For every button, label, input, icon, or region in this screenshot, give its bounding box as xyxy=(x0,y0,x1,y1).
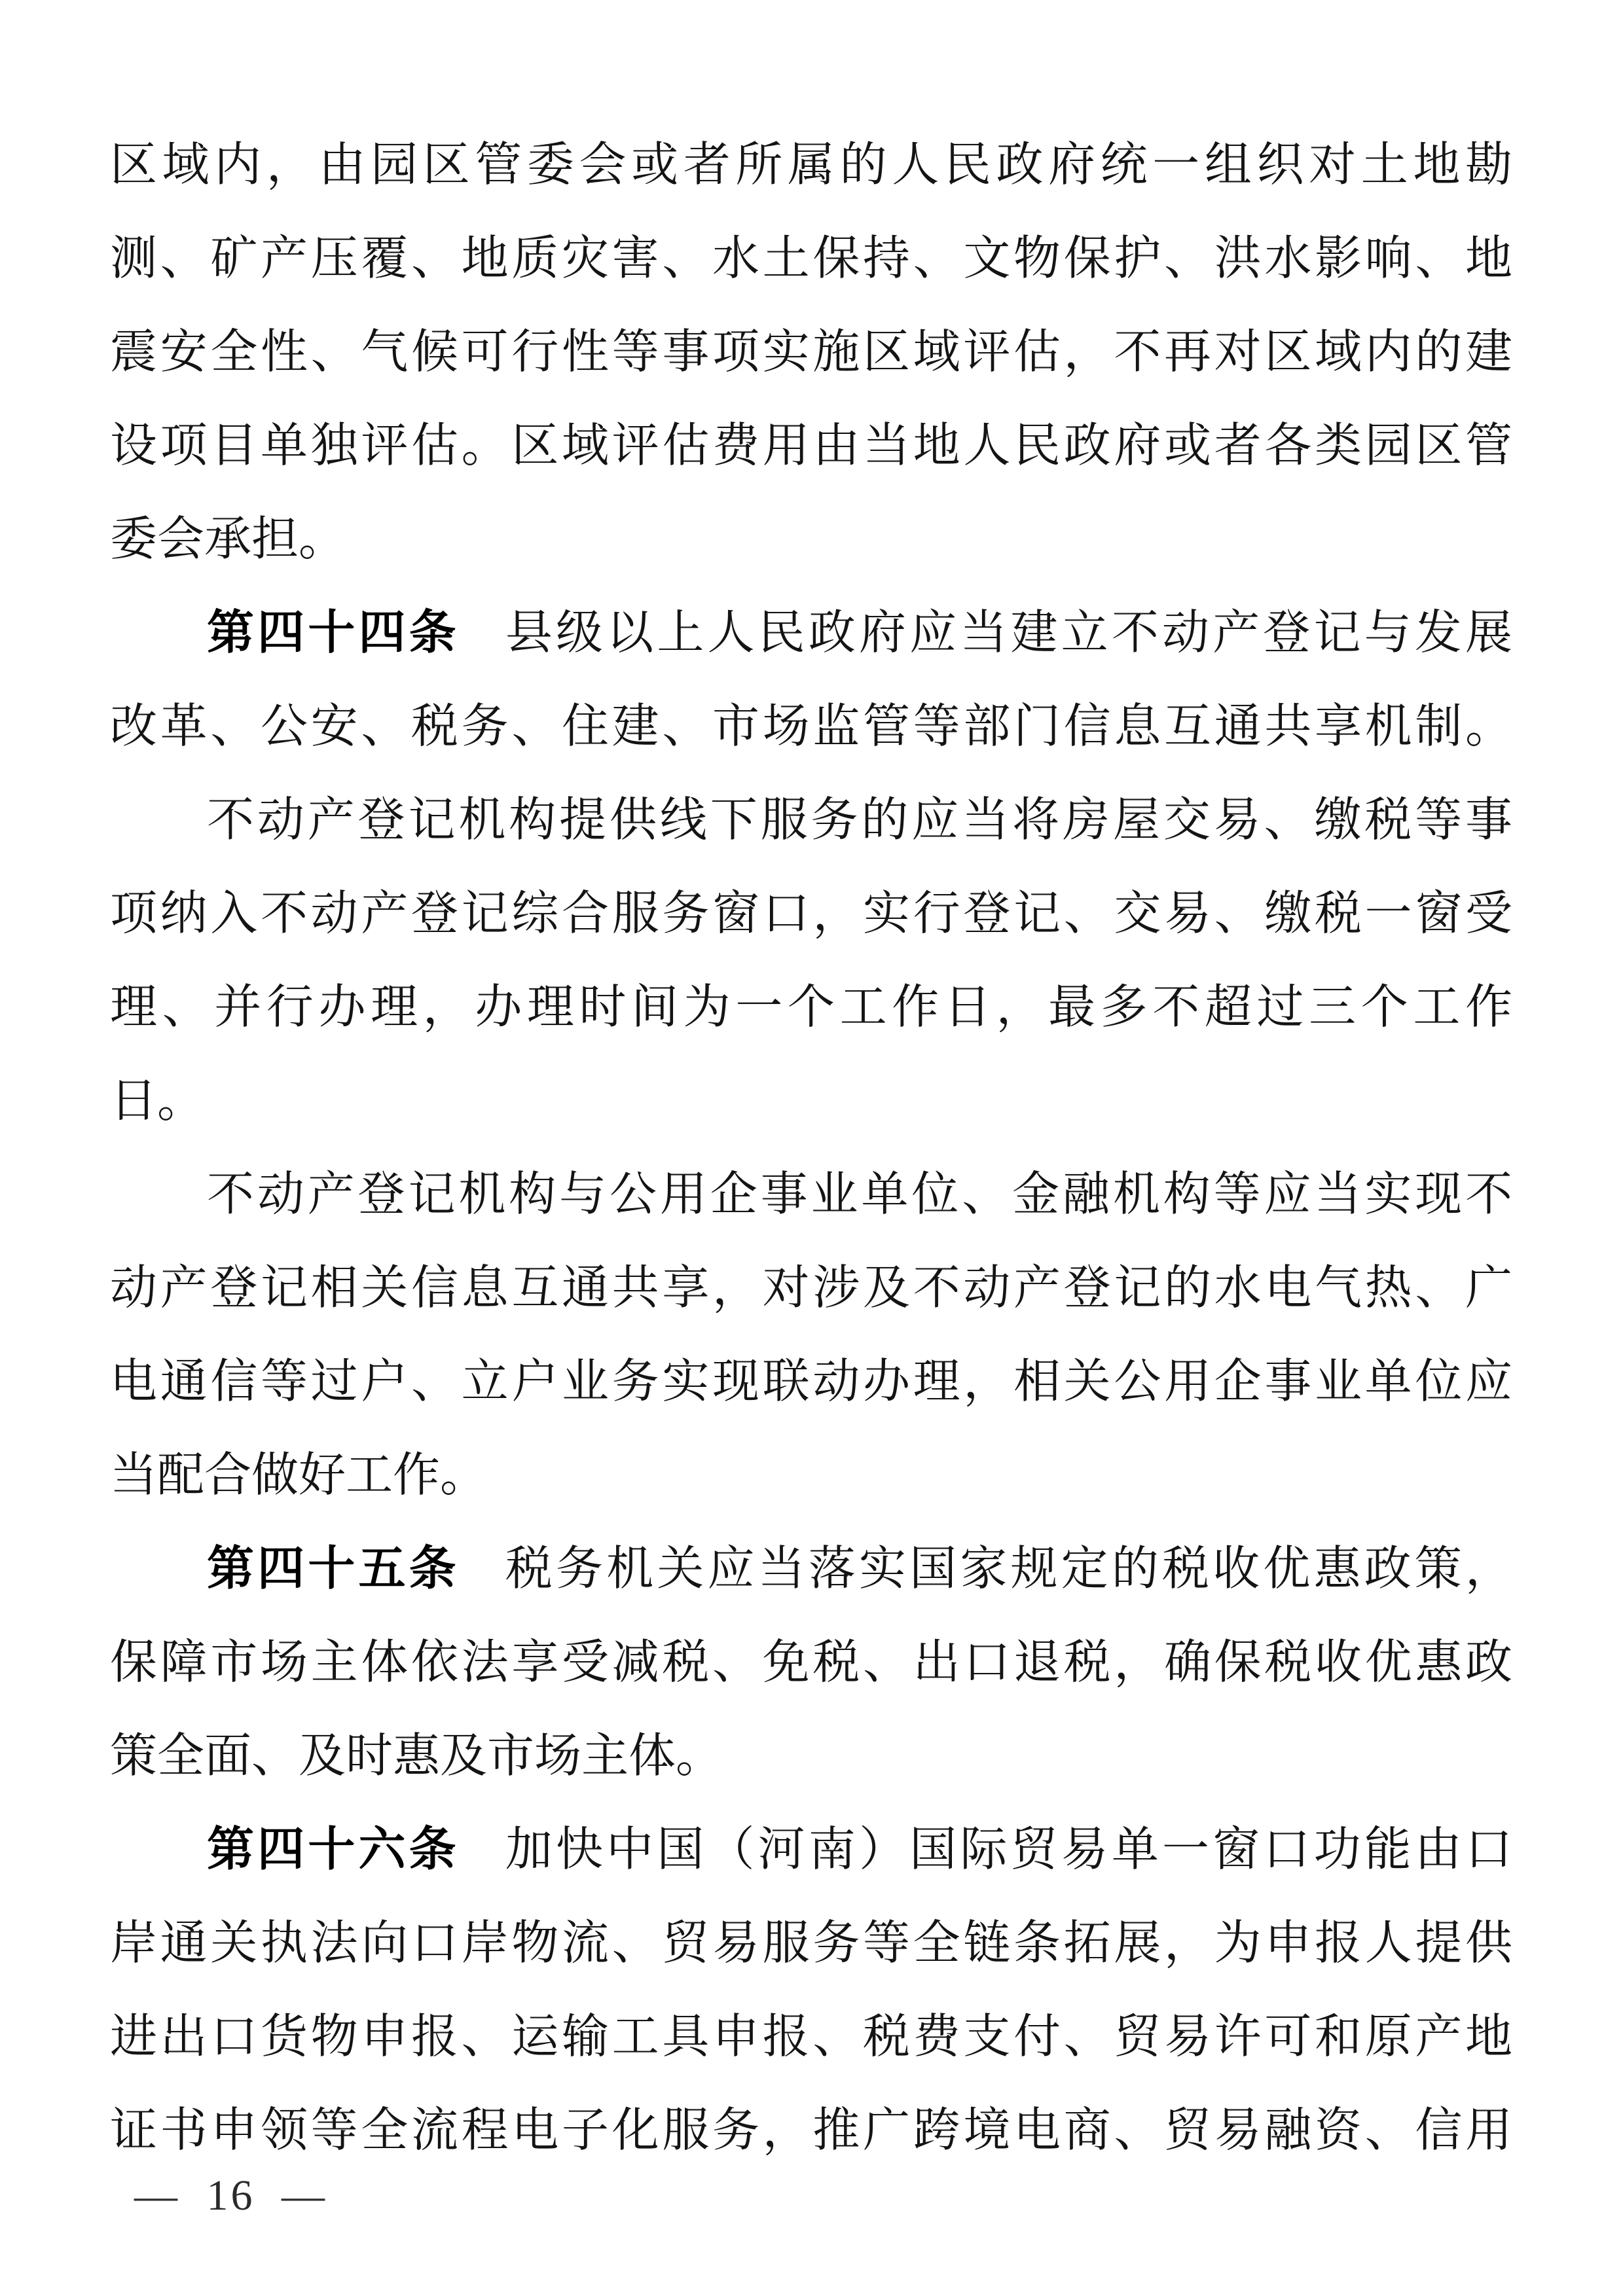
article-44-heading-line xyxy=(110,586,1512,680)
article-46-heading-line xyxy=(110,1803,1512,1897)
article-text: 加快中国（河南）国际贸易单一窗口功能由口 xyxy=(505,1823,1512,1876)
article-text: 县级以上人民政府应当建立不动产登记与发展 xyxy=(505,607,1512,659)
text-line: 改革、公安、税务、住建、市场监管等部门信息互通共享机制。 xyxy=(110,700,1512,753)
text-line: 不动产登记机构提供线下服务的应当将房屋交易、缴税等事 xyxy=(207,794,1512,846)
text-line: 策全面、及时惠及市场主体。 xyxy=(110,1730,723,1782)
text-line: 进出口货物申报、运输工具申报、税费支付、贸易许可和原产地 xyxy=(110,2011,1512,2063)
text-line: 保障市场主体依法享受减税、免税、出口退税，确保税收优惠政 xyxy=(110,1636,1512,1689)
text-line: 动产登记相关信息互通共享，对涉及不动产登记的水电气热、广 xyxy=(110,1262,1512,1314)
article-text: 税务机关应当落实国家规定的税收优惠政策， xyxy=(505,1543,1512,1595)
text-line: 岸通关执法向口岸物流、贸易服务等全链条拓展，为申报人提供 xyxy=(110,1917,1512,1969)
page-number: — 16 — xyxy=(134,2172,327,2219)
text-line: 区域内，由园区管委会或者所属的人民政府统一组织对土地勘 xyxy=(110,139,1512,191)
text-line: 设项目单独评估。区域评估费用由当地人民政府或者各类园区管 xyxy=(110,420,1512,472)
article-number: 第四十四条 xyxy=(207,607,460,659)
text-line: 震安全性、气候可行性等事项实施区域评估，不再对区域内的建 xyxy=(110,326,1512,378)
text-line: 日。 xyxy=(110,1075,205,1127)
text-line: 当配合做好工作。 xyxy=(110,1449,488,1501)
text-line: 证书申领等全流程电子化服务，推广跨境电商、贸易融资、信用 xyxy=(110,2104,1512,2157)
article-number: 第四十六条 xyxy=(207,1823,460,1876)
article-number: 第四十五条 xyxy=(207,1543,460,1595)
text-line: 电通信等过户、立户业务实现联动办理，相关公用企事业单位应 xyxy=(110,1355,1512,1408)
document-body xyxy=(110,118,1512,2178)
text-line: 理、并行办理，办理时间为一个工作日，最多不超过三个工作 xyxy=(110,981,1512,1033)
text-line: 不动产登记机构与公用企事业单位、金融机构等应当实现不 xyxy=(207,1168,1512,1221)
text-line: 项纳入不动产登记综合服务窗口，实行登记、交易、缴税一窗受 xyxy=(110,888,1512,940)
text-line: 测、矿产压覆、地质灾害、水土保持、文物保护、洪水影响、地 xyxy=(110,232,1512,285)
text-line: 委会承担。 xyxy=(110,513,346,565)
article-45-heading-line xyxy=(110,1522,1512,1616)
